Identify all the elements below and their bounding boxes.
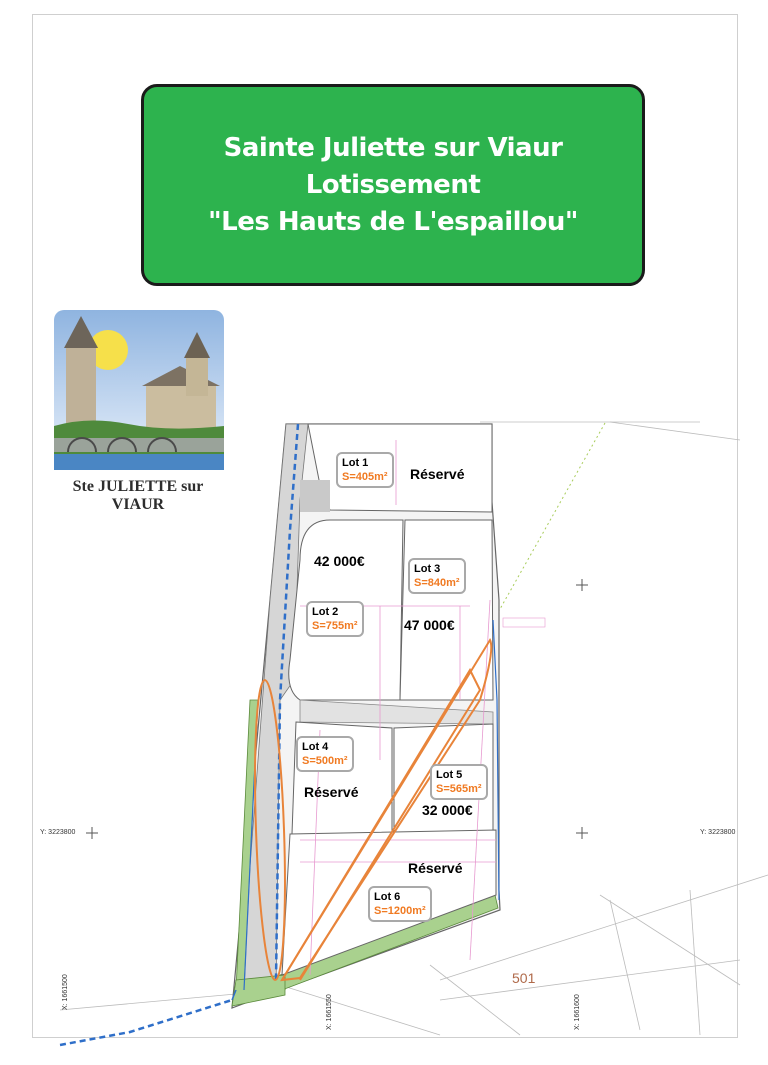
banner-line-2: Lotissement — [305, 169, 481, 200]
lot-2-area: S=755m² — [312, 620, 358, 632]
x-coordinate-3: X: 1661600 — [574, 994, 581, 1030]
logo-caption: Ste JULIETTE sur VIAUR — [72, 478, 204, 513]
lot-6-area: S=1200m² — [374, 905, 426, 917]
lot-2-name: Lot 2 — [312, 606, 339, 618]
price-label-lot5: 32 000€ — [422, 802, 473, 818]
lot-6-name: Lot 6 — [374, 891, 401, 903]
reserve-label-lot1: Réservé — [410, 466, 465, 482]
lot-6-tag — [368, 886, 432, 922]
parcel-number: 501 — [512, 970, 536, 986]
lot-5-area: S=565m² — [436, 783, 482, 795]
price-label-lot3: 47 000€ — [404, 617, 455, 633]
price-label-lot2: 42 000€ — [314, 553, 365, 569]
y-coordinate-left: Y: 3223800 — [40, 829, 76, 836]
banner-line-1: Sainte Juliette sur Viaur — [223, 132, 563, 163]
reserve-label-lot4: Réservé — [304, 784, 359, 800]
lot-4-name: Lot 4 — [302, 741, 329, 753]
x-coordinate-2: X: 1661550 — [326, 994, 333, 1030]
lot-1-name: Lot 1 — [342, 457, 369, 469]
lot-5-name: Lot 5 — [436, 769, 463, 781]
x-coordinate-1: X: 1661500 — [62, 974, 69, 1010]
y-coordinate-right: Y: 3223800 — [700, 829, 736, 836]
lot-5-tag — [430, 764, 488, 800]
lot-3-area: S=840m² — [414, 577, 460, 589]
banner-line-3: "Les Hauts de L'espaillou" — [208, 206, 578, 237]
reserve-label-lot6: Réservé — [408, 860, 463, 876]
lot-3-name: Lot 3 — [414, 563, 441, 575]
lot-4-area: S=500m² — [302, 755, 348, 767]
lot-2-tag — [306, 601, 364, 637]
lot-3-tag — [408, 558, 466, 594]
lot-1-area: S=405m² — [342, 471, 388, 483]
lot-4-tag — [296, 736, 354, 772]
lot-1-tag — [336, 452, 394, 488]
